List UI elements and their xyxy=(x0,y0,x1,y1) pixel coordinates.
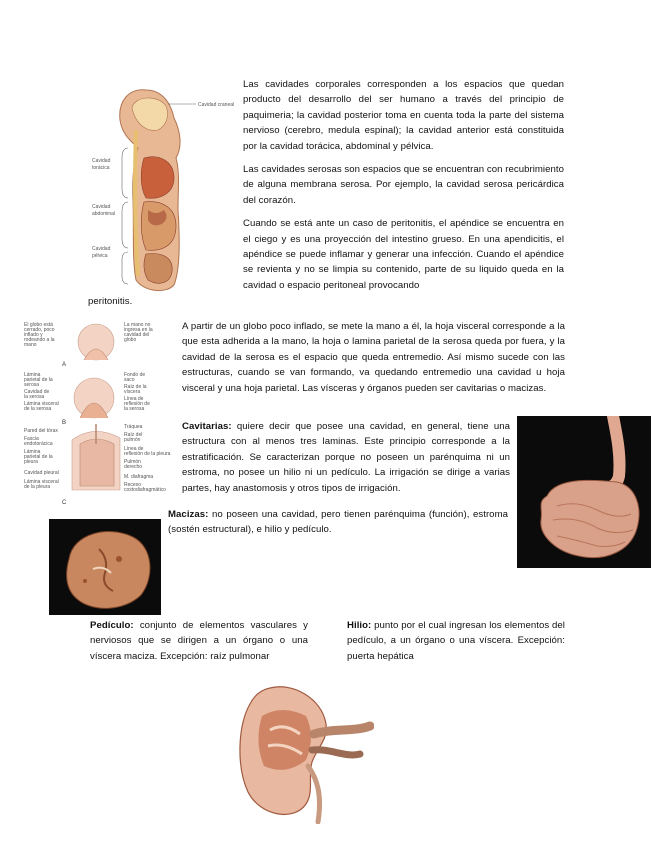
labels-b-right xyxy=(124,372,150,412)
serosa-diagram-figure xyxy=(24,320,174,512)
paragraph-cavidades-corporales: Las cavidades corporales corresponden a los espacios que quedan producto del desarrollo del ser humano a través del principio de paquimeria; la cavidad posterior toma en cuenta toda la parte del sistema nervioso (cerebro, medula espinal); la cavidad anterior está constituida por la cavidad torácica, abdominal y pélvica. xyxy=(243,79,564,152)
svg-text:Pared del tórax: Pared del tórax xyxy=(24,428,58,434)
svg-text:ingresa en la: ingresa en la xyxy=(124,327,153,333)
stomach-photo xyxy=(517,416,651,568)
svg-text:Lámina: Lámina xyxy=(24,449,41,455)
label-cavidad-craneal: Cavidad craneal xyxy=(198,102,235,108)
svg-text:derecho: derecho xyxy=(124,464,143,470)
svg-text:reflexión de la pleura: reflexión de la pleura xyxy=(124,451,171,457)
svg-text:inflado y: inflado y xyxy=(24,332,43,338)
svg-text:cavidad del: cavidad del xyxy=(124,332,150,338)
svg-text:parietal de la: parietal de la xyxy=(24,377,53,383)
svg-text:Raíz de la: Raíz de la xyxy=(124,384,147,390)
svg-text:Lámina: Lámina xyxy=(24,372,41,378)
svg-text:serosa: serosa xyxy=(24,382,40,388)
paragraph-hilio xyxy=(347,618,565,664)
definition-macizas: no poseen una cavidad, pero tienen parénquima (función), estroma (sostén estructural), e hilio y pedículo. xyxy=(168,509,508,536)
svg-text:cerrado, poco: cerrado, poco xyxy=(24,327,55,333)
svg-text:El globo está: El globo está xyxy=(24,322,53,328)
svg-text:mano: mano xyxy=(24,342,37,348)
paragraph-cavitarias xyxy=(182,419,510,496)
svg-text:pulmón: pulmón xyxy=(124,437,141,443)
svg-text:costodiafragmático: costodiafragmático xyxy=(124,487,166,493)
labels-c-right xyxy=(124,424,171,493)
svg-text:endotorácica: endotorácica xyxy=(24,441,53,447)
paragraph-macizas xyxy=(168,507,508,538)
solid-organ-photo xyxy=(49,519,161,615)
label-cavidad-toracica-2: torácica xyxy=(92,165,110,171)
svg-text:Fascia: Fascia xyxy=(24,436,39,442)
paragraph-globo: A partir de un globo poco inflado, se mete la mano a él, la hoja visceral corresponde a la que esta adherida a la mano, la hoja o lamina parietal de la serosa queda por fuera, y la cavidad de la serosa es el espacio que queda entremedio. Así mismo sucede con las estructuras, cuando se van formando, va quedando entremedio una cavidad u hoja visceral y una hoja parietal. Las vísceras y órganos pueden ser cavitarias o macizas. xyxy=(182,321,565,394)
svg-text:Pulmón: Pulmón xyxy=(124,459,141,465)
term-cavitarias: Cavitarias: xyxy=(182,421,232,432)
svg-text:saco: saco xyxy=(124,377,135,383)
svg-text:reflexión de: reflexión de xyxy=(124,401,150,407)
svg-text:pleura: pleura xyxy=(24,459,38,465)
paragraph-peritonitis-end: peritonitis. xyxy=(88,296,133,307)
paragraph-pediculo xyxy=(90,618,308,664)
paragraph-peritonitis: Cuando se está ante un caso de peritonitis, el apéndice se encuentra en el ciego y es una proyección del intestino grueso. En una apendicitis, el apéndice se puede inflamar y generar una infección. Cuando el apéndice se revienta y no se limpia su contenido, parte de su liquido queda en la cavidad o espacio peritoneal provocando xyxy=(243,218,564,291)
svg-text:Cavidad pleural: Cavidad pleural xyxy=(24,470,59,476)
kidney-photo xyxy=(222,676,374,824)
labels-a-right xyxy=(124,322,153,343)
svg-text:rodeando a la: rodeando a la xyxy=(24,337,55,343)
svg-text:Raíz del: Raíz del xyxy=(124,432,143,438)
definition-cavitarias: quiere decir que posee una cavidad, en general, tiene una estructura con al menos tres laminas. Este principio corresponde a la estratificación. Se caracterizan porque no poseen un parénquima ni un estroma, no posee un hilio ni un pedículo. La irrigación se dirige a varias partes, hay anastomosis y otros tipos de irrigación. xyxy=(182,421,510,494)
paragraph-cavidades-serosas: Las cavidades serosas son espacios que se encuentran con recubrimiento de alguna membrana serosa. Por ejemplo, la cavidad serosa pericárdica del corazón. xyxy=(243,164,564,206)
letter-b: B xyxy=(62,420,67,426)
label-cavidad-pelvica-2: pélvica xyxy=(92,253,108,259)
svg-text:víscera: víscera xyxy=(124,389,141,395)
labels-a-left xyxy=(24,322,55,348)
label-cavidad-abdominal-1: Cavidad xyxy=(92,204,111,210)
label-cavidad-toracica-1: Cavidad xyxy=(92,158,111,164)
labels-c-left xyxy=(24,428,59,490)
svg-text:Fondo de: Fondo de xyxy=(124,372,146,378)
body-cavities-figure xyxy=(88,80,238,298)
svg-text:de la pleura: de la pleura xyxy=(24,484,51,490)
svg-text:Lámina visceral: Lámina visceral xyxy=(24,479,59,485)
svg-text:Línea de: Línea de xyxy=(124,396,144,402)
definition-hilio: punto por el cual ingresan los elementos del pedículo, a un órgano o una víscera. Excepción: puerta hepática xyxy=(347,620,565,662)
svg-text:la serosa: la serosa xyxy=(124,406,145,412)
svg-text:Lámina visceral: Lámina visceral xyxy=(24,401,59,407)
svg-text:Cavidad de: Cavidad de xyxy=(24,389,50,395)
label-cavidad-abdominal-2: abdominal xyxy=(92,211,116,217)
labels-b-left xyxy=(24,372,59,412)
svg-text:Línea de: Línea de xyxy=(124,446,144,452)
term-hilio: Hilio: xyxy=(347,620,372,631)
svg-text:parietal de la: parietal de la xyxy=(24,454,53,460)
letter-c: C xyxy=(62,500,67,506)
svg-text:La mano no: La mano no xyxy=(124,322,151,328)
svg-text:la serosa: la serosa xyxy=(24,394,45,400)
svg-text:Tráquea: Tráquea xyxy=(124,424,143,430)
svg-text:de la serosa: de la serosa xyxy=(24,406,52,412)
svg-text:M. diafragma: M. diafragma xyxy=(124,474,154,480)
label-cavidad-pelvica-1: Cavidad xyxy=(92,246,111,252)
letter-a: A xyxy=(62,362,67,368)
svg-text:globo: globo xyxy=(124,337,137,343)
term-pediculo: Pedículo: xyxy=(90,620,134,631)
svg-text:Receso: Receso xyxy=(124,482,141,488)
intro-text-block xyxy=(243,77,564,293)
term-macizas: Macizas: xyxy=(168,509,209,520)
definition-pediculo: conjunto de elementos vasculares y nerviosos que se dirigen a un órgano o una víscera maciza. Excepción: raíz pulmonar xyxy=(90,620,308,662)
